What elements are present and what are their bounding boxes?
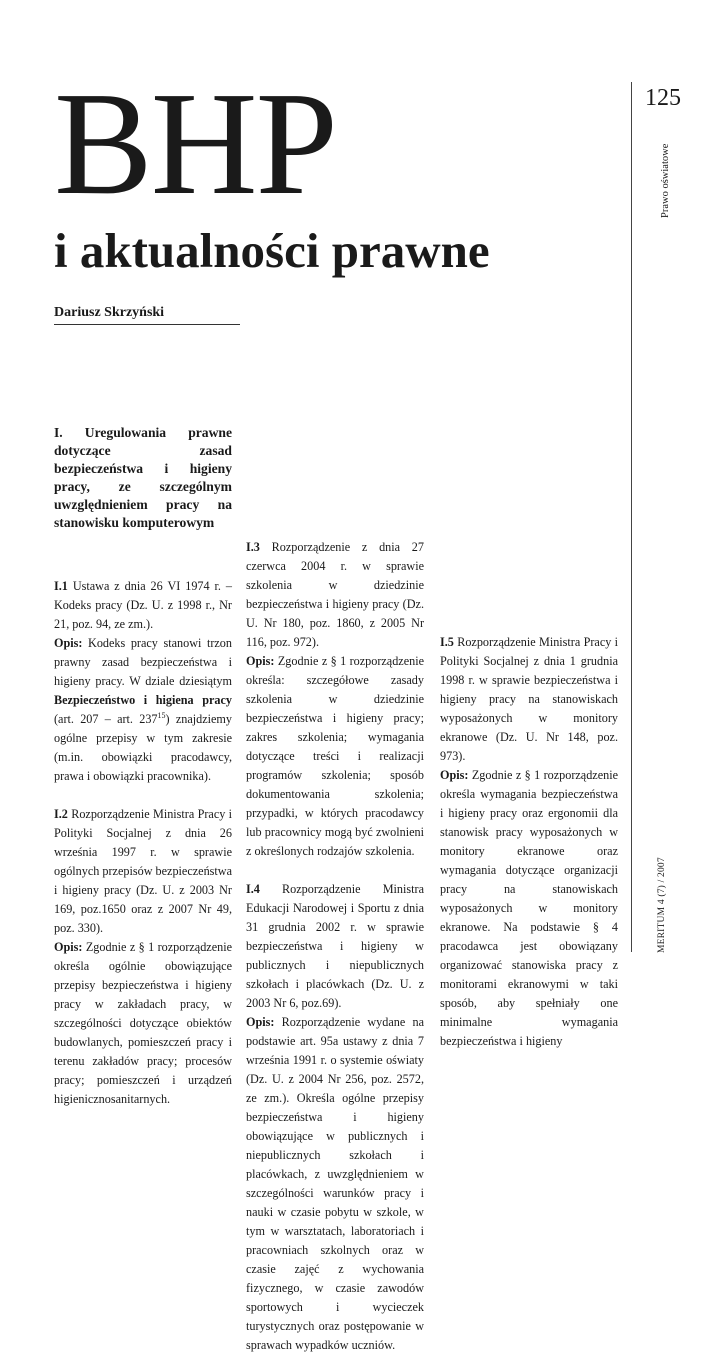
item-i1-act — [54, 577, 232, 634]
item-i5-act — [440, 633, 618, 766]
item-i3-desc — [246, 652, 424, 861]
margin-divider — [631, 82, 632, 952]
item-i4-act — [246, 880, 424, 1013]
opis-label: Opis: — [54, 940, 83, 954]
text-column-1 — [54, 424, 233, 1106]
footnote-sup: 15 — [157, 710, 166, 720]
item-id: I.5 — [440, 635, 454, 649]
item-i1-desc — [54, 634, 232, 786]
text-column-3 — [440, 424, 619, 1048]
section-heading: I. Uregulowania prawne dotyczące zasad bezpieczeństwa i higieny pracy, ze szczególnym uwzględnieniem pracy na stanowisku komputerowym — [54, 425, 232, 530]
item-act-text: Rozporządzenie Ministra Edukacji Narodowej i Sportu z dnia 31 grudnia 2002 r. w sprawie bezpieczeństwa i higieny w publicznych i niepublicznych szkołach i placówkach (Dz. U. z 2003 Nr 6, poz.69). — [246, 882, 424, 1010]
item-desc-text: Rozporządzenie wydane na podstawie art. 95a ustawy z dnia 7 września 1991 r. o systemie oświaty (Dz. U. z 2004 Nr 256, poz. 2572, ze zm.). Określa ogólne przepisy bezpieczeństwa i higieny obowiązujące w publicznych i niepublicznych szkołach i placówkach, z uwzględnieniem w szczególności warunków pracy i nauki w czasie pobytu w szkole, w tym w warsztatach, laboratoriach i pracowniach szkolnych oraz w czasie zajęć z wychowania fizycznego, w czasie zawodów sportowych i wycieczek turystycznych oraz postępowanie w sprawach wypadków uczniów. — [246, 1015, 425, 1352]
text-column-2 — [246, 424, 425, 1352]
page-subtitle: i aktualności prawne — [54, 223, 490, 278]
item-desc-text: Kodeks pracy stanowi trzon prawny zasad bezpieczeństwa i higieny pracy. W dziale dziesiątym — [54, 636, 232, 688]
issue-label-text: MERITUM 4 (7) / 2007 — [657, 857, 667, 953]
item-act-text: Rozporządzenie z dnia 27 czerwca 2004 r. w sprawie szkolenia w dziedzinie bezpieczeństwa i higieny pracy (Dz. U. Nr 180, poz. 1860, z 2005 Nr 116, poz. 972). — [246, 540, 424, 649]
page-number: 125 — [645, 85, 681, 111]
item-i2-desc — [54, 938, 232, 1109]
item-desc-bold: Bezpieczeństwo i higiena pracy — [54, 693, 232, 707]
item-i3-act — [246, 538, 424, 652]
item-desc-text: Zgodnie z § 1 rozporządzenie określa: szczegółowe zasady szkolenia w dziedzinie bezpieczeństwa i higieny pracy; zakres szkolenia; wymagania dotyczące treści i realizacji programów szkolenia; sposób dokumentowania szkolenia; przypadki, w których pracodawcy lub pracownicy mogą być zwolnieni z określonych rodzajów szkolenia. — [246, 654, 425, 858]
opis-label: Opis: — [246, 654, 275, 668]
item-i5-desc — [440, 766, 618, 1051]
item-desc-text: (art. 207 – art. 237 — [54, 712, 158, 726]
item-id: I.1 — [54, 579, 68, 593]
item-id: I.3 — [246, 540, 260, 554]
item-desc-text: Zgodnie z § 1 rozporządzenie określa wymagania bezpieczeństwa i higieny pracy oraz ergonomii dla stanowisk pracy wyposażonych w monitory ekranowe oraz wymagania dotyczące organizacji pracy na stanowiskach wyposażonych w monitory ekranowe. Na podstawie § 4 pracodawca jest obowiązany organizować stanowiska pracy z monitorami ekranowymi w taki sposób, aby spełniały one minimalne wymagania bezpieczeństwa i higieny — [440, 768, 619, 1048]
opis-label: Opis: — [246, 1015, 275, 1029]
item-desc-text: ) znajdziemy ogólne przepisy w tym zakresie (m.in. obowiązki pracodawcy, prawa i obowiązki pracownika). — [54, 712, 232, 783]
item-act-text: Rozporządzenie Ministra Pracy i Polityki Socjalnej z dnia 26 września 1997 r. w sprawie ogólnych przepisów bezpieczeństwa i higieny pracy (Dz. U. z 2003 Nr 169, poz.1650 oraz z 2007 Nr 49, poz. 330). — [54, 807, 233, 935]
issue-label — [657, 838, 677, 953]
section-label — [660, 143, 680, 218]
item-i4-desc — [246, 1013, 424, 1355]
item-i2-act — [54, 805, 232, 938]
item-desc-text: Zgodnie z § 1 rozporządzenie określa ogólnie obowiązujące przepisy bezpieczeństwa i higieny pracy w zakładach pracy, w szczególności dotyczące obiektów budowlanych, pomieszczeń pracy i terenu zakładów pracy; procesów pracy; pomieszczeń i urządzeń higienicznosanitarnych. — [54, 940, 233, 1106]
author-name: Dariusz Skrzyński — [54, 305, 240, 325]
section-label-text: Prawo oświatowe — [660, 143, 671, 218]
opis-label: Opis: — [440, 768, 469, 782]
item-act-text: Rozporządzenie Ministra Pracy i Polityki Socjalnej z dnia 1 grudnia 1998 r. w sprawie bezpieczeństwa i higieny pracy na stanowiskach wyposażonych w monitory ekranowe (Dz. U. Nr 148, poz. 973). — [440, 635, 618, 763]
opis-label: Opis: — [54, 636, 83, 650]
page-title: BHP — [54, 62, 336, 226]
item-id: I.4 — [246, 882, 260, 896]
item-act-text: Ustawa z dnia 26 VI 1974 r. – Kodeks pracy (Dz. U. z 1998 r., Nr 21, poz. 94, ze zm.). — [54, 579, 233, 631]
item-id: I.2 — [54, 807, 68, 821]
